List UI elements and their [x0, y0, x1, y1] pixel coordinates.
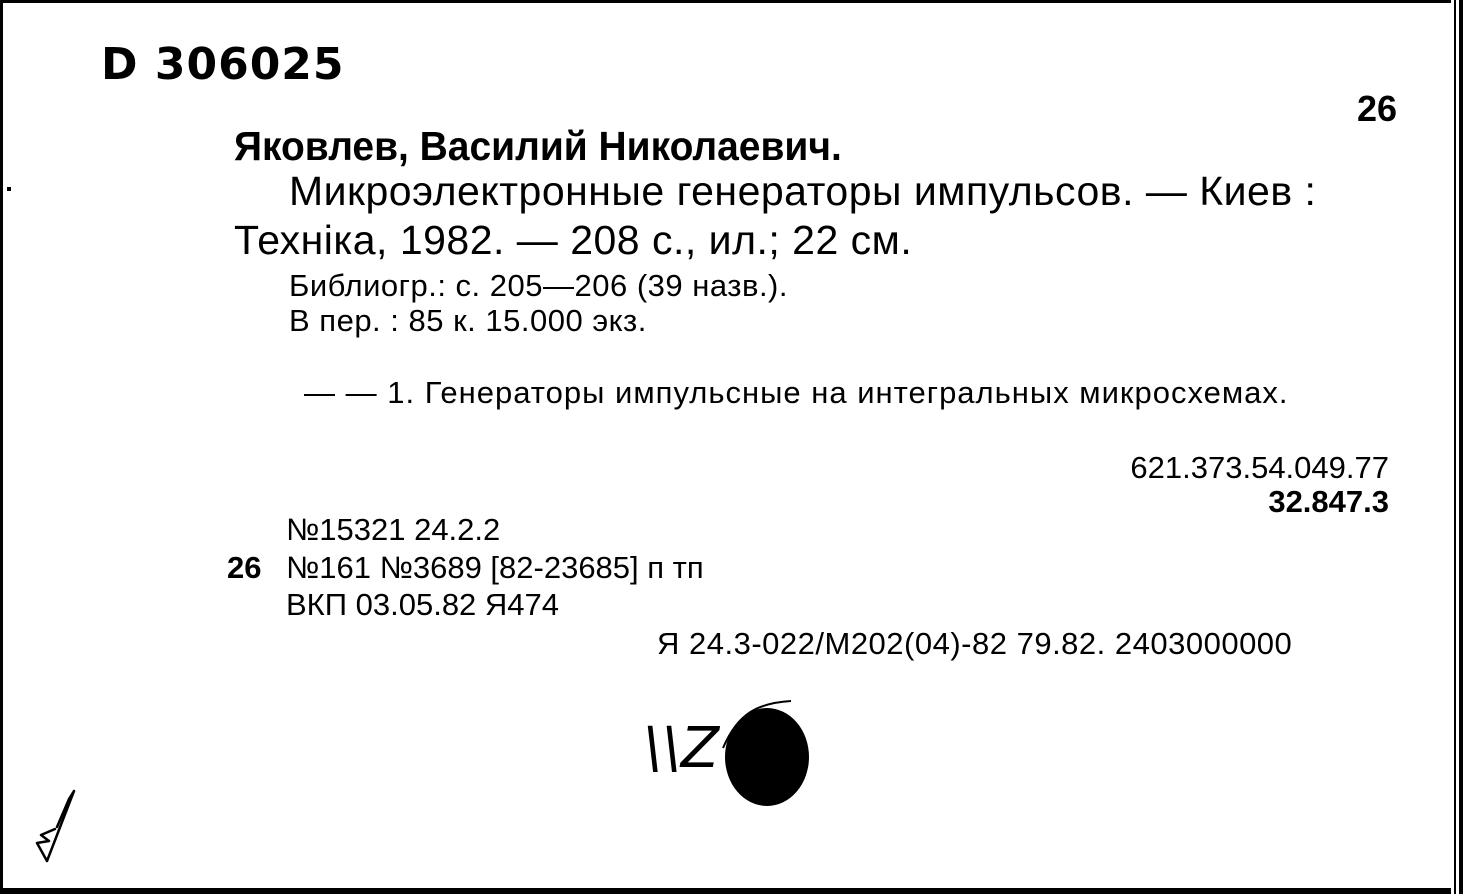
registration-line-2: №161 №3689 [82-23685] п тп — [286, 550, 704, 585]
handwritten-call-number: D 306025 — [101, 39, 345, 90]
publisher-code-line: Я 24.3-022/М202(04)-82 79.82. 2403000000 — [657, 626, 1293, 661]
bibliography-note: Библиогр.: с. 205—206 (39 назв.). — [289, 268, 788, 303]
handwritten-mark: \\Z — [643, 716, 720, 781]
price-print-run: В пер. : 85 к. 15.000 экз. — [289, 303, 647, 338]
registration-line-1: №15321 24.2.2 — [286, 512, 501, 547]
card-right-edge — [1451, 0, 1463, 894]
title-line-2: Техніка, 1982. — 208 с., ил.; 22 см. — [234, 217, 913, 263]
registration-number: 26 — [227, 550, 262, 585]
corner-number: 26 — [1357, 88, 1398, 129]
subject-heading: — — 1. Генераторы импульсные на интегральных микросхемах. — [304, 375, 1289, 410]
punch-hole — [725, 708, 809, 806]
title-line-1: Микроэлектронные генераторы импульсов. — Киев : — [289, 168, 1317, 214]
pen-stroke-icon — [29, 783, 89, 873]
registration-line-3: ВКП 03.05.82 Я474 — [286, 587, 560, 622]
udc-code: 621.373.54.049.77 — [1130, 450, 1389, 485]
speck — [7, 187, 11, 191]
bbk-code: 32.847.3 — [1268, 484, 1389, 519]
author-heading: Яковлев, Василий Николаевич. — [234, 123, 842, 169]
